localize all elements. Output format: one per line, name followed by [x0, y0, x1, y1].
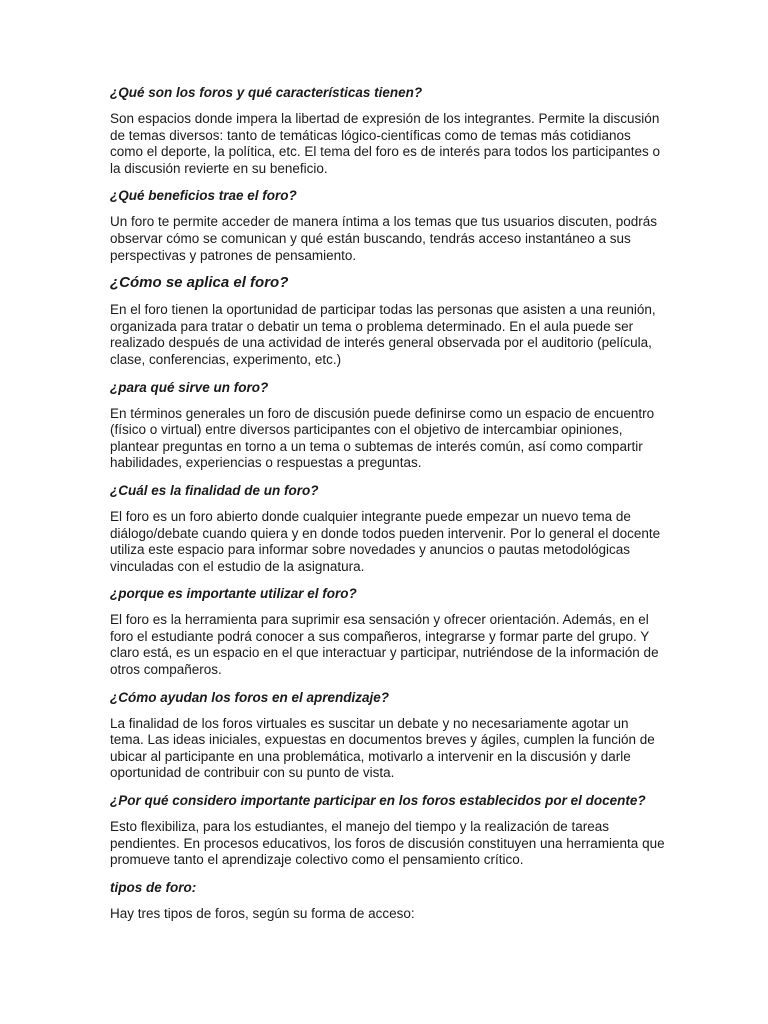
section-que-son-los-foros — [110, 84, 665, 177]
section-paragraph: Esto flexibiliza, para los estudiantes, el manejo del tiempo y la realización de tareas pendientes. En procesos educativos, los foros de discusión constituyen una herramienta que promueve tanto el aprendizaje colectivo como el pensamiento crítico. — [110, 819, 665, 868]
section-paragraph: En el foro tienen la oportunidad de participar todas las personas que asisten a una reunión, organizada para tratar o debatir un tema o problema determinado. En el aula puede ser realizado después de una actividad de interés general observada por el auditorio (película, clase, conferencias, experimento, etc.) — [110, 302, 656, 367]
section-paragraph: Hay tres tipos de foros, según su forma de acceso: — [110, 905, 415, 921]
section-paragraph: Un foro te permite acceder de manera íntima a los temas que tus usuarios discuten, podrás observar cómo se comunican y qué están buscando, tendrás acceso instantáneo a sus perspectivas y patrones de pensamiento. — [110, 214, 658, 263]
section-heading: ¿Qué son los foros y qué características tienen? — [110, 85, 423, 100]
section-paragraph: En términos generales un foro de discusión puede definirse como un espacio de encuentro (físico o virtual) entre diversos participantes con el objetivo de intercambiar opiniones, plantear preguntas en torno a un tema o subtemas de interés común, así como compartir habilidades, experiencias o respuestas a preguntas. — [110, 405, 655, 471]
section-heading: ¿porque es importante utilizar el foro? — [110, 586, 357, 602]
section-heading: tipos de foro: — [110, 879, 197, 895]
section-importancia — [110, 585, 665, 678]
section-heading: ¿Cuál es la finalidad de un foro? — [110, 482, 319, 498]
section-beneficios — [110, 187, 665, 264]
section-heading: ¿Qué beneficios trae el foro? — [110, 188, 297, 204]
section-heading: ¿Por qué considero importante participar en los foros establecidos por el docente? — [110, 793, 646, 809]
section-tipos-de-foro — [110, 879, 665, 923]
section-heading: ¿Cómo ayudan los foros en el aprendizaje? — [110, 689, 390, 705]
section-paragraph: El foro es la herramienta para suprimir esa sensación y ofrecer orientación. Además, en el foro el estudiante podrá conocer a sus compañeros, integrarse y formar parte del grupo. Y claro está, es un espacio en el que interactuar y participar, nutriéndose de la información de otros compañeros. — [110, 612, 659, 678]
section-heading: ¿para qué sirve un foro? — [110, 379, 269, 395]
section-paragraph: Son espacios donde impera la libertad de expresión de los integrantes. Permite la discusión de temas diversos: tanto de temáticas lógico-científicas como de temas más cotidianos como el deporte, la política, etc. El tema del foro es de interés para todos los participantes o la discusión revierte en su beneficio. — [110, 111, 661, 176]
section-heading: ¿Cómo se aplica el foro? — [110, 274, 289, 292]
section-para-que-sirve — [110, 379, 665, 472]
section-paragraph: La finalidad de los foros virtuales es suscitar un debate y no necesariamente agotar un tema. Las ideas iniciales, expuestas en documentos breves y ágiles, cumplen la función de ubicar al participante en una problemática, motivarlo a intervenir en la discusión y darle oportunidad de contribuir con su punto de vista. — [110, 715, 655, 781]
section-como-se-aplica — [110, 274, 665, 368]
section-finalidad — [110, 482, 665, 575]
section-paragraph: El foro es un foro abierto donde cualquier integrante puede empezar un nuevo tema de diálogo/debate cuando quiera y en donde todos pueden intervenir. Por lo general el docente utiliza este espacio para informar sobre novedades y anuncios o pautas metodológicas vinculadas con el estudio de la asignatura. — [110, 508, 661, 574]
section-participar — [110, 792, 665, 869]
section-aprendizaje — [110, 689, 665, 782]
document-page — [110, 84, 665, 932]
